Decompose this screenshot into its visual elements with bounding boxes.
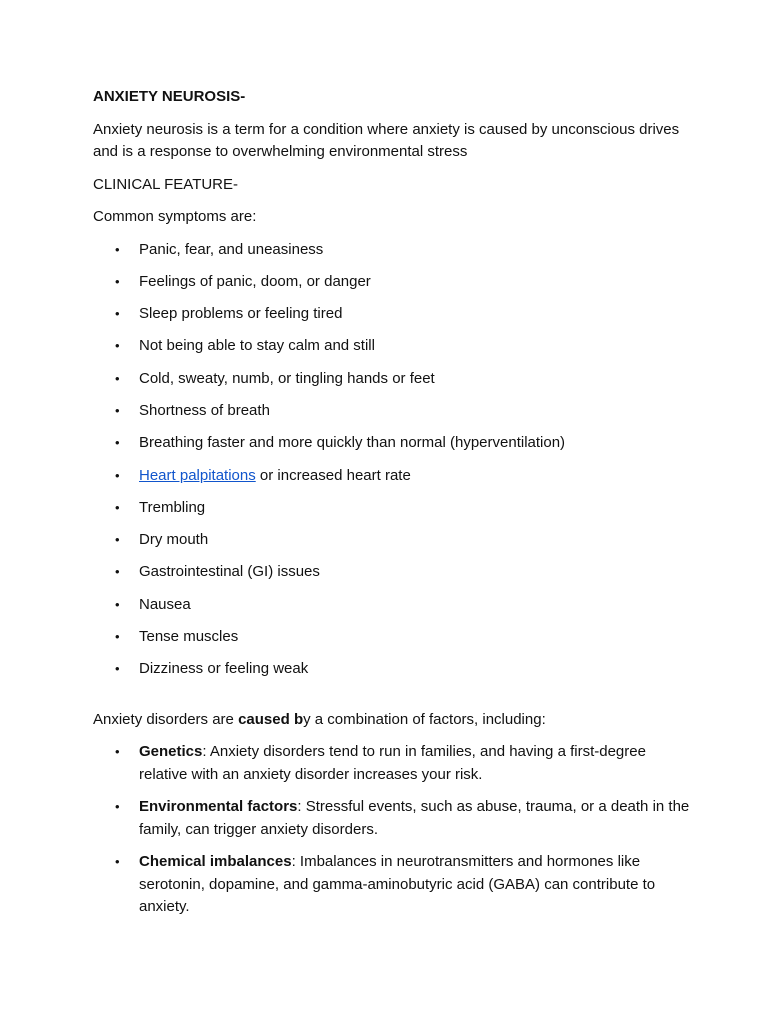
bullet-icon: •	[115, 532, 120, 548]
bullet-icon: •	[115, 370, 120, 386]
symptom-item	[93, 561, 693, 584]
symptom-text: Dry mouth	[139, 531, 209, 549]
symptom-text: Gastrointestinal (GI) issues	[139, 563, 320, 581]
symptom-text: Not being able to stay calm and still	[139, 337, 375, 355]
document-title: ANXIETY NEUROSIS-	[93, 88, 246, 105]
cause-item-environmental	[93, 796, 693, 841]
symptom-item	[93, 594, 693, 617]
causes-intro	[93, 709, 693, 732]
symptom-item	[93, 465, 693, 488]
symptom-item	[93, 335, 693, 358]
intro-paragraph: Anxiety neurosis is a term for a condition where anxiety is caused by unconscious drives and is a response to overwhelming environmental stress	[93, 120, 680, 160]
symptoms-lead: Common symptoms are:	[93, 208, 257, 225]
cause-item-chemical	[93, 851, 693, 919]
causes-list	[93, 741, 693, 919]
cause-text: : Imbalances in neurotransmitters and hormones like serotonin, dopamine, and gamma-aminobutyric acid (GABA) can contribute to anxiety.	[139, 853, 656, 916]
bullet-icon: •	[115, 499, 120, 515]
bullet-icon: •	[115, 306, 120, 322]
cause-text: : Anxiety disorders tend to run in families, and having a first-degree relative with an anxiety disorder increases your risk.	[139, 743, 646, 783]
bullet-icon: •	[115, 338, 120, 354]
symptom-text: Breathing faster and more quickly than normal (hyperventilation)	[139, 434, 566, 452]
bullet-icon: •	[115, 629, 120, 645]
symptom-item	[93, 497, 693, 520]
cause-term: Genetics	[139, 743, 203, 761]
symptom-text: Shortness of breath	[139, 401, 270, 419]
bullet-icon: •	[115, 402, 120, 418]
cause-item-genetics	[93, 741, 693, 786]
symptom-text: Trembling	[139, 498, 206, 516]
symptom-text: Nausea	[139, 595, 191, 613]
symptom-item	[93, 368, 693, 391]
symptom-text: Cold, sweaty, numb, or tingling hands or feet	[139, 369, 435, 387]
bullet-icon: •	[115, 273, 120, 289]
cause-term: Chemical imbalances	[139, 853, 292, 871]
symptom-item	[93, 303, 693, 326]
clinical-feature-heading: CLINICAL FEATURE-	[93, 175, 239, 193]
bullet-icon: •	[115, 241, 120, 257]
symptom-item	[93, 529, 693, 552]
bullet-icon: •	[115, 435, 120, 451]
bullet-icon: •	[115, 596, 120, 612]
symptom-text: Dizziness or feeling weak	[139, 660, 309, 678]
symptom-text: Tense muscles	[139, 628, 239, 646]
document-body	[93, 86, 693, 929]
bullet-icon: •	[115, 744, 120, 760]
causes-intro-after: y a combination of factors, including:	[303, 710, 546, 728]
bullet-icon: •	[115, 854, 120, 870]
symptom-text: Panic, fear, and uneasiness	[139, 240, 324, 258]
symptoms-list	[93, 239, 693, 681]
symptom-text-suffix: or increased heart rate	[255, 466, 411, 484]
causes-intro-before: Anxiety disorders are	[93, 710, 239, 728]
symptom-text: Feelings of panic, doom, or danger	[139, 272, 371, 290]
symptom-item	[93, 239, 693, 262]
symptom-item	[93, 271, 693, 294]
heart-palpitations-link[interactable]: Heart palpitations	[139, 466, 256, 484]
symptom-item	[93, 626, 693, 649]
symptom-text: Sleep problems or feeling tired	[139, 305, 343, 323]
section-spacer	[93, 691, 693, 709]
symptom-item	[93, 658, 693, 681]
cause-term: Environmental factors	[139, 798, 298, 816]
causes-intro-bold: caused b	[238, 710, 304, 728]
cause-text: : Stressful events, such as abuse, trauma, or a death in the family, can trigger anxiety disorders.	[139, 798, 690, 838]
bullet-icon: •	[115, 467, 120, 483]
bullet-icon: •	[115, 661, 120, 677]
symptom-item	[93, 400, 693, 423]
bullet-icon: •	[115, 799, 120, 815]
symptom-item	[93, 432, 693, 455]
bullet-icon: •	[115, 564, 120, 580]
